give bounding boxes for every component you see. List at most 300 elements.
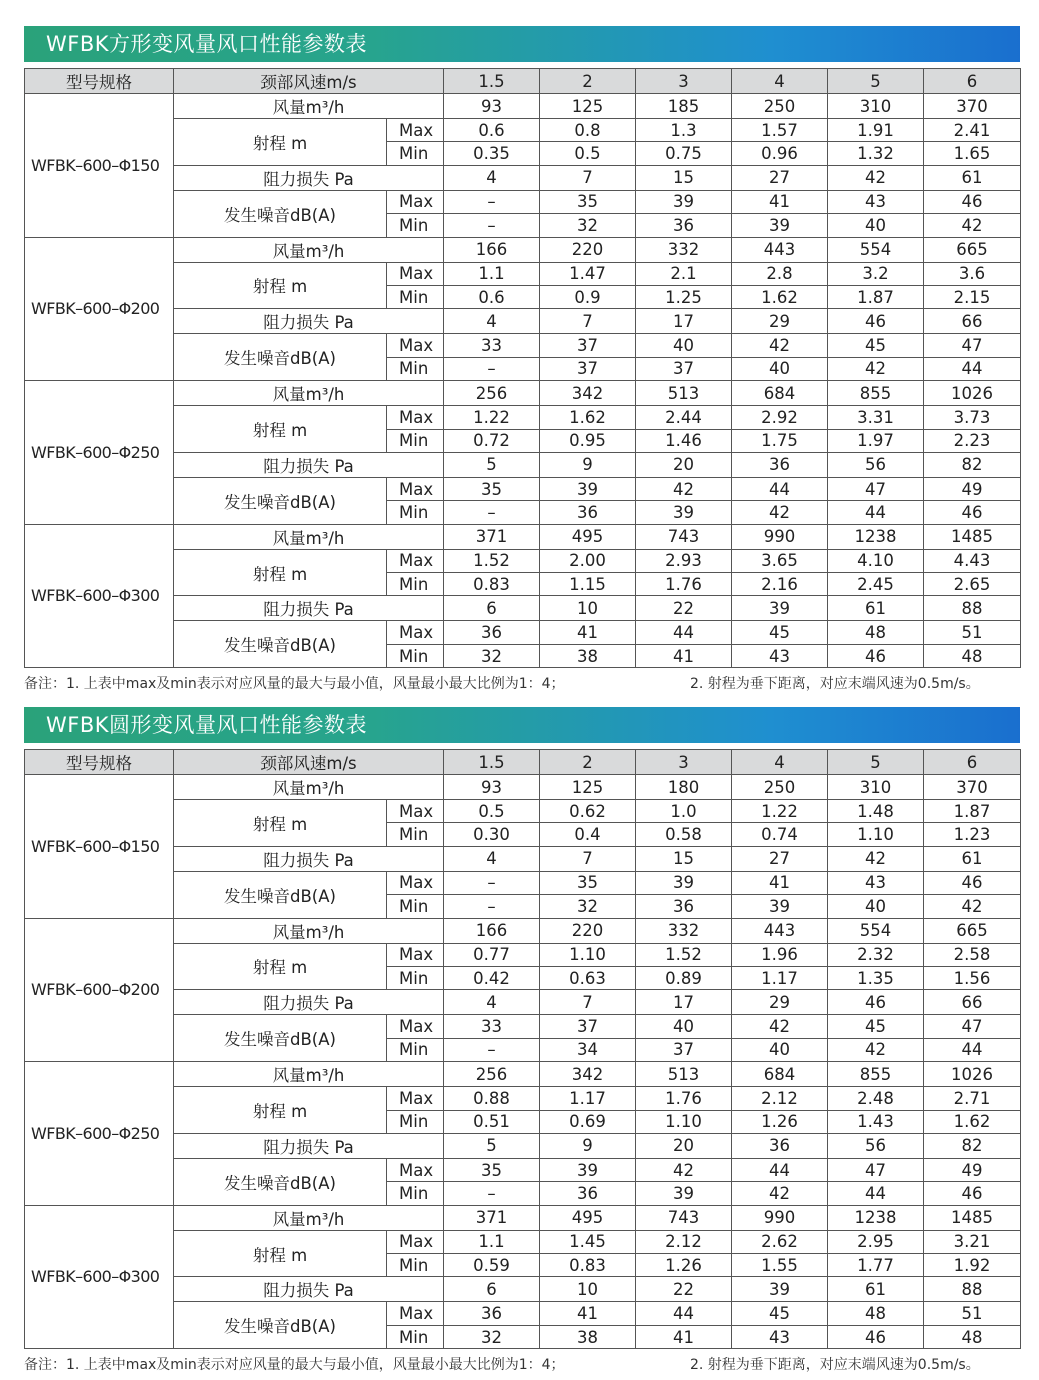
- value-cell: –: [444, 1182, 540, 1205]
- value-cell: 39: [636, 501, 732, 524]
- value-cell: 39: [540, 1158, 636, 1181]
- value-cell: 125: [540, 775, 636, 800]
- speed-header: 5: [828, 69, 924, 94]
- min-label: Min: [387, 1110, 444, 1133]
- value-cell: 1.65: [924, 142, 1021, 165]
- value-cell: 45: [828, 1015, 924, 1038]
- value-cell: –: [444, 895, 540, 918]
- value-cell: 47: [828, 477, 924, 500]
- value-cell: 42: [732, 1015, 828, 1038]
- speed-header: 6: [924, 69, 1021, 94]
- value-cell: 38: [540, 1325, 636, 1348]
- value-cell: 370: [924, 775, 1021, 800]
- max-label: Max: [387, 871, 444, 894]
- value-cell: 20: [636, 1133, 732, 1158]
- value-cell: 125: [540, 94, 636, 119]
- table-row: [25, 1230, 1021, 1253]
- value-cell: 36: [732, 452, 828, 477]
- param-label: 射程 m: [174, 119, 387, 166]
- value-cell: 37: [540, 334, 636, 357]
- value-cell: 1026: [924, 1062, 1021, 1087]
- value-cell: 10: [540, 1277, 636, 1302]
- value-cell: 0.62: [540, 800, 636, 823]
- value-cell: 44: [636, 1302, 732, 1325]
- max-label: Max: [387, 1302, 444, 1325]
- value-cell: –: [444, 1038, 540, 1061]
- value-cell: 42: [636, 1158, 732, 1181]
- value-cell: –: [444, 501, 540, 524]
- value-cell: 310: [828, 775, 924, 800]
- param-label: 风量m³/h: [174, 237, 444, 262]
- min-label: Min: [387, 285, 444, 308]
- param-label: 发生噪音dB(A): [174, 1302, 387, 1349]
- value-cell: 46: [828, 990, 924, 1015]
- table-row: [25, 119, 1021, 142]
- param-label: 风量m³/h: [174, 94, 444, 119]
- value-cell: 0.6: [444, 119, 540, 142]
- value-cell: 310: [828, 94, 924, 119]
- value-cell: 1.47: [540, 262, 636, 285]
- value-cell: 39: [732, 1277, 828, 1302]
- max-label: Max: [387, 262, 444, 285]
- value-cell: 10: [540, 596, 636, 621]
- value-cell: 17: [636, 309, 732, 334]
- value-cell: 2.71: [924, 1087, 1021, 1110]
- table-title: WFBK方形变风量风口性能参数表: [24, 26, 1020, 62]
- value-cell: 0.30: [444, 823, 540, 846]
- model-name: WFBK–600–Φ300: [25, 524, 174, 668]
- value-cell: 5: [444, 1133, 540, 1158]
- value-cell: 684: [732, 1062, 828, 1087]
- value-cell: 41: [540, 621, 636, 644]
- table-row: [25, 452, 1021, 477]
- value-cell: 1.55: [732, 1254, 828, 1277]
- value-cell: 342: [540, 1062, 636, 1087]
- value-cell: 42: [732, 1182, 828, 1205]
- value-cell: 1.15: [540, 573, 636, 596]
- value-cell: 180: [636, 775, 732, 800]
- value-cell: 0.83: [540, 1254, 636, 1277]
- value-cell: 36: [540, 501, 636, 524]
- value-cell: 41: [732, 871, 828, 894]
- model-name: WFBK–600–Φ300: [25, 1205, 174, 1349]
- value-cell: 48: [828, 621, 924, 644]
- value-cell: 855: [828, 381, 924, 406]
- value-cell: 43: [732, 644, 828, 667]
- value-cell: 1.22: [732, 800, 828, 823]
- value-cell: 1485: [924, 1205, 1021, 1230]
- value-cell: 990: [732, 524, 828, 549]
- value-cell: 0.5: [444, 800, 540, 823]
- value-cell: 1.75: [732, 429, 828, 452]
- max-label: Max: [387, 1087, 444, 1110]
- value-cell: 27: [732, 846, 828, 871]
- param-label: 阻力损失 Pa: [174, 990, 444, 1015]
- value-cell: 37: [540, 357, 636, 380]
- value-cell: 32: [444, 644, 540, 667]
- value-cell: 7: [540, 990, 636, 1015]
- value-cell: 0.51: [444, 1110, 540, 1133]
- param-label: 射程 m: [174, 406, 387, 453]
- value-cell: 47: [924, 334, 1021, 357]
- min-label: Min: [387, 895, 444, 918]
- max-label: Max: [387, 549, 444, 572]
- value-cell: 1.57: [732, 119, 828, 142]
- value-cell: 1.77: [828, 1254, 924, 1277]
- value-cell: 185: [636, 94, 732, 119]
- value-cell: 40: [732, 357, 828, 380]
- value-cell: 36: [636, 214, 732, 237]
- value-cell: 250: [732, 94, 828, 119]
- value-cell: 44: [732, 1158, 828, 1181]
- performance-table: [24, 68, 1021, 668]
- value-cell: 2.92: [732, 406, 828, 429]
- speed-header: 3: [636, 750, 732, 775]
- value-cell: 66: [924, 309, 1021, 334]
- max-label: Max: [387, 477, 444, 500]
- param-label: 阻力损失 Pa: [174, 452, 444, 477]
- value-cell: 48: [924, 1325, 1021, 1348]
- value-cell: 88: [924, 1277, 1021, 1302]
- value-cell: 1.0: [636, 800, 732, 823]
- value-cell: 1.17: [540, 1087, 636, 1110]
- value-cell: 93: [444, 775, 540, 800]
- value-cell: 743: [636, 1205, 732, 1230]
- value-cell: 44: [924, 357, 1021, 380]
- param-label: 发生噪音dB(A): [174, 1015, 387, 1062]
- param-label: 发生噪音dB(A): [174, 621, 387, 668]
- value-cell: 40: [636, 1015, 732, 1038]
- value-cell: 42: [636, 477, 732, 500]
- value-cell: 1.97: [828, 429, 924, 452]
- table-row: [25, 1062, 1021, 1087]
- value-cell: 66: [924, 990, 1021, 1015]
- value-cell: 1.96: [732, 943, 828, 966]
- value-cell: 0.63: [540, 966, 636, 989]
- model-name: WFBK–600–Φ200: [25, 918, 174, 1062]
- value-cell: 1.26: [636, 1254, 732, 1277]
- value-cell: 0.42: [444, 966, 540, 989]
- value-cell: 46: [924, 871, 1021, 894]
- table-row: [25, 871, 1021, 894]
- value-cell: 2.23: [924, 429, 1021, 452]
- value-cell: 1.26: [732, 1110, 828, 1133]
- param-label: 风量m³/h: [174, 524, 444, 549]
- value-cell: 1.10: [540, 943, 636, 966]
- table-row: [25, 800, 1021, 823]
- value-cell: 1.32: [828, 142, 924, 165]
- value-cell: –: [444, 357, 540, 380]
- value-cell: 35: [540, 871, 636, 894]
- value-cell: 42: [924, 895, 1021, 918]
- param-label: 风量m³/h: [174, 918, 444, 943]
- footnote-1: 备注：1. 上表中max及min表示对应风量的最大与最小值，风量最小最大比例为1：4；: [24, 1357, 565, 1374]
- value-cell: 0.69: [540, 1110, 636, 1133]
- value-cell: 513: [636, 1062, 732, 1087]
- min-label: Min: [387, 573, 444, 596]
- value-cell: 34: [540, 1038, 636, 1061]
- speed-header: 3: [636, 69, 732, 94]
- value-cell: 37: [636, 357, 732, 380]
- table-row: [25, 596, 1021, 621]
- value-cell: 342: [540, 381, 636, 406]
- value-cell: 0.72: [444, 429, 540, 452]
- value-cell: 0.95: [540, 429, 636, 452]
- value-cell: 82: [924, 452, 1021, 477]
- value-cell: 5: [444, 452, 540, 477]
- table-row: [25, 1133, 1021, 1158]
- value-cell: 40: [732, 1038, 828, 1061]
- value-cell: 4: [444, 309, 540, 334]
- max-label: Max: [387, 621, 444, 644]
- model-name: WFBK–600–Φ250: [25, 1062, 174, 1206]
- footnote: [24, 673, 1020, 693]
- table-row: [25, 943, 1021, 966]
- model-column-header: 型号规格: [25, 750, 174, 775]
- value-cell: 41: [636, 644, 732, 667]
- min-label: Min: [387, 1254, 444, 1277]
- param-label: 阻力损失 Pa: [174, 596, 444, 621]
- param-label: 射程 m: [174, 800, 387, 847]
- value-cell: 7: [540, 309, 636, 334]
- value-cell: 1.10: [828, 823, 924, 846]
- value-cell: 2.1: [636, 262, 732, 285]
- speed-header: 6: [924, 750, 1021, 775]
- value-cell: 43: [828, 871, 924, 894]
- table-row: [25, 990, 1021, 1015]
- value-cell: 39: [732, 895, 828, 918]
- neck-speed-header: 颈部风速m/s: [174, 750, 444, 775]
- value-cell: 51: [924, 1302, 1021, 1325]
- value-cell: 3.31: [828, 406, 924, 429]
- value-cell: 35: [444, 1158, 540, 1181]
- param-label: 阻力损失 Pa: [174, 1133, 444, 1158]
- value-cell: 35: [540, 190, 636, 213]
- value-cell: 9: [540, 452, 636, 477]
- table-row: [25, 165, 1021, 190]
- value-cell: 554: [828, 918, 924, 943]
- max-label: Max: [387, 406, 444, 429]
- value-cell: 32: [444, 1325, 540, 1348]
- value-cell: 46: [924, 190, 1021, 213]
- value-cell: 0.83: [444, 573, 540, 596]
- value-cell: 1.87: [924, 800, 1021, 823]
- table-row: [25, 524, 1021, 549]
- value-cell: 1.62: [540, 406, 636, 429]
- value-cell: 1.76: [636, 573, 732, 596]
- value-cell: 2.65: [924, 573, 1021, 596]
- table-row: [25, 846, 1021, 871]
- speed-header: 1.5: [444, 69, 540, 94]
- value-cell: 4: [444, 165, 540, 190]
- value-cell: 22: [636, 1277, 732, 1302]
- footnote-2: 2. 射程为垂下距离，对应末端风速为0.5m/s。: [690, 1357, 980, 1374]
- value-cell: 44: [732, 477, 828, 500]
- value-cell: 40: [636, 334, 732, 357]
- value-cell: 0.4: [540, 823, 636, 846]
- min-label: Min: [387, 1038, 444, 1061]
- value-cell: 44: [636, 621, 732, 644]
- param-label: 阻力损失 Pa: [174, 165, 444, 190]
- min-label: Min: [387, 357, 444, 380]
- value-cell: 3.65: [732, 549, 828, 572]
- value-cell: 3.73: [924, 406, 1021, 429]
- min-label: Min: [387, 429, 444, 452]
- max-label: Max: [387, 1230, 444, 1253]
- value-cell: 2.32: [828, 943, 924, 966]
- max-label: Max: [387, 1158, 444, 1181]
- value-cell: 0.35: [444, 142, 540, 165]
- value-cell: 1.3: [636, 119, 732, 142]
- value-cell: 495: [540, 1205, 636, 1230]
- header-row: [25, 69, 1021, 94]
- value-cell: 47: [924, 1015, 1021, 1038]
- value-cell: 0.9: [540, 285, 636, 308]
- param-label: 阻力损失 Pa: [174, 309, 444, 334]
- param-label: 射程 m: [174, 262, 387, 309]
- speed-header: 4: [732, 750, 828, 775]
- param-label: 发生噪音dB(A): [174, 1158, 387, 1205]
- value-cell: 41: [540, 1302, 636, 1325]
- value-cell: 0.59: [444, 1254, 540, 1277]
- min-label: Min: [387, 142, 444, 165]
- value-cell: 0.89: [636, 966, 732, 989]
- value-cell: –: [444, 871, 540, 894]
- value-cell: 1.52: [444, 549, 540, 572]
- value-cell: 2.16: [732, 573, 828, 596]
- value-cell: 43: [732, 1325, 828, 1348]
- value-cell: 2.45: [828, 573, 924, 596]
- table-row: [25, 918, 1021, 943]
- table-row: [25, 94, 1021, 119]
- value-cell: 36: [732, 1133, 828, 1158]
- max-label: Max: [387, 190, 444, 213]
- value-cell: 37: [636, 1038, 732, 1061]
- value-cell: 47: [828, 1158, 924, 1181]
- table-row: [25, 1158, 1021, 1181]
- model-name: WFBK–600–Φ150: [25, 775, 174, 919]
- value-cell: 41: [636, 1325, 732, 1348]
- value-cell: 46: [924, 1182, 1021, 1205]
- value-cell: 2.15: [924, 285, 1021, 308]
- value-cell: 332: [636, 237, 732, 262]
- value-cell: 7: [540, 165, 636, 190]
- value-cell: 9: [540, 1133, 636, 1158]
- value-cell: 46: [828, 1325, 924, 1348]
- value-cell: 513: [636, 381, 732, 406]
- value-cell: 166: [444, 918, 540, 943]
- value-cell: 48: [924, 644, 1021, 667]
- value-cell: 0.77: [444, 943, 540, 966]
- value-cell: 1.45: [540, 1230, 636, 1253]
- value-cell: 6: [444, 1277, 540, 1302]
- value-cell: 42: [828, 357, 924, 380]
- value-cell: 665: [924, 918, 1021, 943]
- value-cell: 42: [828, 165, 924, 190]
- value-cell: 1.52: [636, 943, 732, 966]
- value-cell: 45: [732, 1302, 828, 1325]
- param-label: 射程 m: [174, 943, 387, 990]
- min-label: Min: [387, 1325, 444, 1348]
- round-diffuser-section: [24, 707, 1020, 1374]
- value-cell: 17: [636, 990, 732, 1015]
- table-row: [25, 237, 1021, 262]
- value-cell: 3.2: [828, 262, 924, 285]
- value-cell: 49: [924, 1158, 1021, 1181]
- value-cell: 1.76: [636, 1087, 732, 1110]
- value-cell: 33: [444, 334, 540, 357]
- value-cell: 6: [444, 596, 540, 621]
- param-label: 发生噪音dB(A): [174, 477, 387, 524]
- value-cell: 36: [444, 621, 540, 644]
- table-row: [25, 477, 1021, 500]
- value-cell: 1.62: [732, 285, 828, 308]
- value-cell: 1.22: [444, 406, 540, 429]
- model-name: WFBK–600–Φ250: [25, 381, 174, 525]
- speed-header: 2: [540, 69, 636, 94]
- value-cell: 1.17: [732, 966, 828, 989]
- value-cell: 42: [732, 334, 828, 357]
- value-cell: 49: [924, 477, 1021, 500]
- value-cell: 15: [636, 165, 732, 190]
- param-label: 风量m³/h: [174, 775, 444, 800]
- value-cell: 3.6: [924, 262, 1021, 285]
- value-cell: 2.44: [636, 406, 732, 429]
- value-cell: 40: [828, 895, 924, 918]
- min-label: Min: [387, 644, 444, 667]
- value-cell: 4: [444, 990, 540, 1015]
- value-cell: 39: [732, 214, 828, 237]
- value-cell: 15: [636, 846, 732, 871]
- max-label: Max: [387, 1015, 444, 1038]
- table-row: [25, 1205, 1021, 1230]
- table-row: [25, 549, 1021, 572]
- param-label: 阻力损失 Pa: [174, 846, 444, 871]
- value-cell: 1.87: [828, 285, 924, 308]
- value-cell: 7: [540, 846, 636, 871]
- value-cell: –: [444, 214, 540, 237]
- value-cell: 1026: [924, 381, 1021, 406]
- value-cell: 61: [828, 596, 924, 621]
- min-label: Min: [387, 1182, 444, 1205]
- speed-header: 4: [732, 69, 828, 94]
- value-cell: 1.25: [636, 285, 732, 308]
- param-label: 风量m³/h: [174, 381, 444, 406]
- value-cell: 0.8: [540, 119, 636, 142]
- param-label: 发生噪音dB(A): [174, 871, 387, 918]
- value-cell: 42: [828, 1038, 924, 1061]
- model-name: WFBK–600–Φ200: [25, 237, 174, 381]
- table-row: [25, 190, 1021, 213]
- value-cell: 0.75: [636, 142, 732, 165]
- value-cell: 44: [828, 1182, 924, 1205]
- table-row: [25, 1087, 1021, 1110]
- value-cell: 2.48: [828, 1087, 924, 1110]
- value-cell: 1.10: [636, 1110, 732, 1133]
- param-label: 阻力损失 Pa: [174, 1277, 444, 1302]
- value-cell: 3.21: [924, 1230, 1021, 1253]
- table-row: [25, 1015, 1021, 1038]
- value-cell: 220: [540, 237, 636, 262]
- value-cell: 36: [540, 1182, 636, 1205]
- value-cell: 4.43: [924, 549, 1021, 572]
- value-cell: 443: [732, 237, 828, 262]
- value-cell: 256: [444, 381, 540, 406]
- max-label: Max: [387, 943, 444, 966]
- value-cell: 39: [636, 190, 732, 213]
- value-cell: 2.41: [924, 119, 1021, 142]
- value-cell: 2.8: [732, 262, 828, 285]
